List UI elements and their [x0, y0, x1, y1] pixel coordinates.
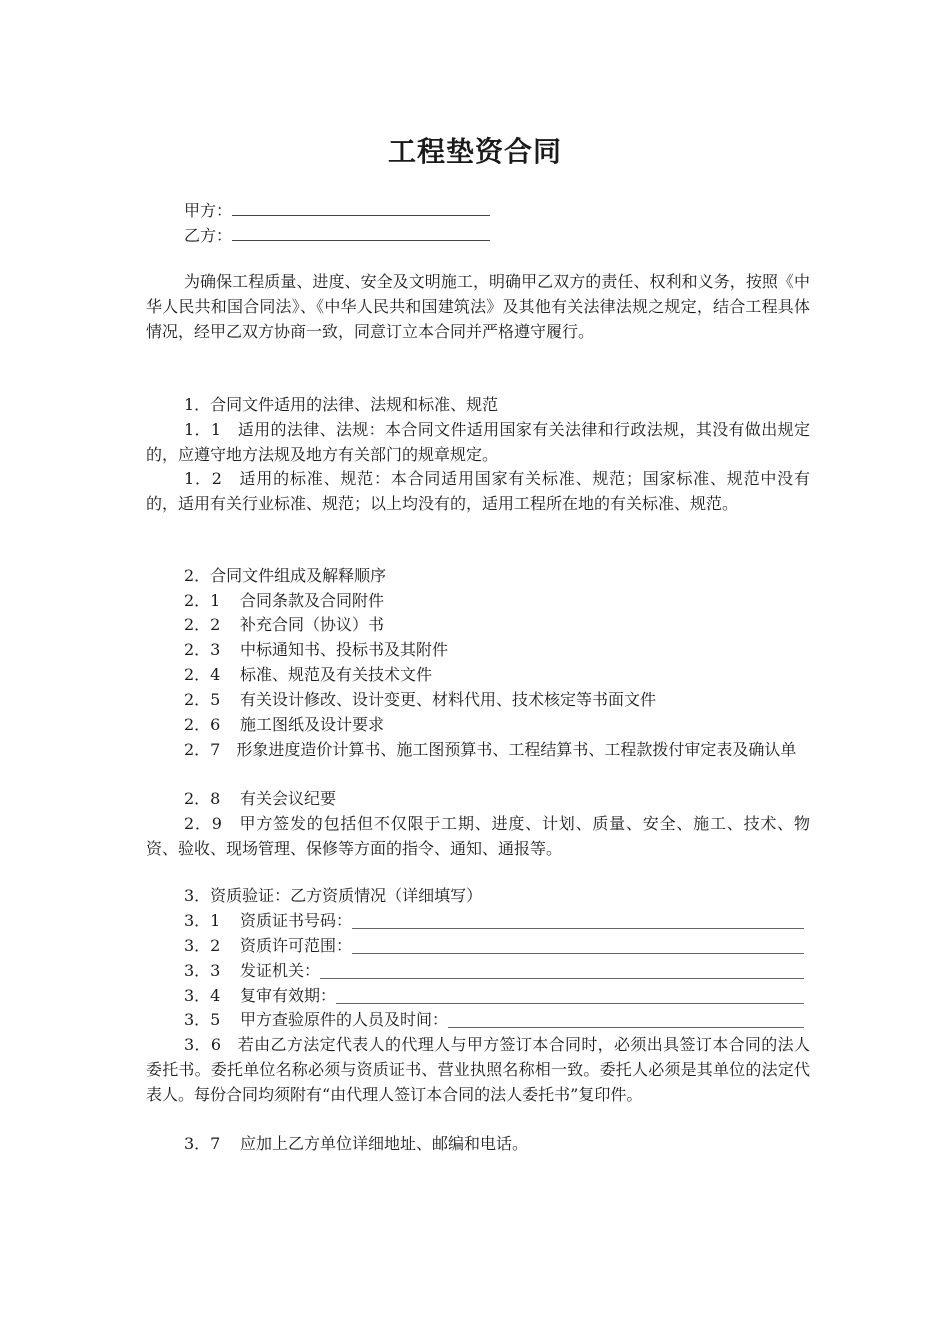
party-a-line — [184, 198, 490, 223]
section-2-item-5 — [184, 688, 656, 712]
item-number: 2．2 — [184, 615, 221, 634]
item-text: 合同条款及合同附件 — [240, 591, 385, 610]
item-number: 3．2 — [184, 936, 221, 955]
section-1-item-2: 1．2 适用的标准、规范：本合同适用国家有关标准、规范；国家标准、规范中没有的，适用有关行业标准、规范；以上均没有的，适用工程所在地的有关标准、规范。 — [146, 469, 810, 513]
validity-blank[interactable] — [336, 984, 804, 1004]
party-a-label: 甲方： — [184, 201, 233, 220]
qualification-scope-field — [184, 934, 804, 958]
section-2-item-7: 2．7 形象进度造价计算书、施工图预算书、工程结算书、工程款拨付审定表及确认单 — [184, 740, 797, 759]
item-number: 2．1 — [184, 591, 221, 610]
field-label: 资质许可范围： — [240, 936, 353, 955]
section-2-item-8 — [184, 787, 336, 811]
section-2-item-4 — [184, 663, 432, 687]
item-number: 3．1 — [184, 911, 221, 930]
field-label: 资质证书号码： — [240, 911, 353, 930]
section-2-item-9: 2．9 甲方签发的包括但不仅限于工期、进度、计划、质量、安全、施工、技术、物资、验收、现场管理、保修等方面的指令、通知、通报等。 — [146, 814, 810, 858]
item-text: 补充合同（协议）书 — [240, 615, 385, 634]
item-number: 2．6 — [184, 715, 221, 734]
preamble-paragraph: 为确保工程质量、进度、安全及文明施工，明确甲乙双方的责任、权利和义务，按照《中华人民共和国合同法》、《中华人民共和国建筑法》及其他有关法律法规之规定，结合工程具体情况，经甲乙双方协商一致，同意订立本合同并严格遵守履行。 — [146, 272, 810, 341]
item-number: 2．8 — [184, 789, 221, 808]
section-1-item-1: 1．1 适用的法律、法规：本合同文件适用国家有关法律和行政法规，其没有做出规定的，应遵守地方法规及地方有关部门的规章规定。 — [146, 420, 810, 464]
item-number: 2．4 — [184, 665, 221, 684]
field-label: 发证机关： — [240, 961, 321, 980]
section-2-item-6 — [184, 713, 384, 737]
section-2-item-2 — [184, 613, 384, 637]
scope-blank[interactable] — [352, 934, 804, 954]
item-text: 有关会议纪要 — [240, 789, 337, 808]
field-label: 甲方查验原件的人员及时间： — [240, 1010, 449, 1029]
section-3-item-6: 3．6 若由乙方法定代表人的代理人与甲方签订本合同时，必须出具签订本合同的法人委托书。委托单位名称必须与资质证书、营业执照名称相一致。委托人必须是其单位的法定代表人。每份合同均须附有“由代理人签订本合同的法人委托书”复印件。 — [146, 1035, 810, 1104]
item-number: 2．3 — [184, 640, 221, 659]
party-b-line — [184, 223, 490, 248]
authority-blank[interactable] — [320, 959, 804, 979]
issuing-authority-field — [184, 959, 804, 983]
item-text: 应加上乙方单位详细地址、邮编和电话。 — [240, 1134, 529, 1153]
item-number: 3．4 — [184, 986, 221, 1005]
review-validity-field — [184, 984, 804, 1008]
section-2-item-1 — [184, 589, 384, 613]
party-a-blank[interactable] — [232, 198, 490, 216]
inspection-blank[interactable] — [448, 1008, 804, 1028]
section-3-heading: 3．资质验证：乙方资质情况（详细填写） — [184, 886, 483, 905]
party-b-label: 乙方： — [184, 226, 233, 245]
item-text: 有关设计修改、设计变更、材料代用、技术核定等书面文件 — [240, 690, 657, 709]
item-number: 3．7 — [184, 1134, 221, 1153]
section-2-heading: 2．合同文件组成及解释顺序 — [184, 566, 387, 585]
field-label: 复审有效期： — [240, 986, 337, 1005]
cert-number-blank[interactable] — [352, 909, 804, 929]
item-text: 施工图纸及设计要求 — [240, 715, 385, 734]
party-b-blank[interactable] — [232, 223, 490, 241]
section-2-item-3 — [184, 638, 448, 662]
section-3-item-7 — [184, 1132, 528, 1156]
item-number: 3．3 — [184, 961, 221, 980]
item-number: 3．5 — [184, 1010, 221, 1029]
item-text: 标准、规范及有关技术文件 — [240, 665, 433, 684]
item-number: 2．5 — [184, 690, 221, 709]
section-1-heading: 1．合同文件适用的法律、法规和标准、规范 — [184, 395, 499, 414]
qualification-cert-number-field — [184, 909, 804, 933]
document-title: 工程垫资合同 — [387, 135, 562, 168]
item-text: 中标通知书、投标书及其附件 — [240, 640, 449, 659]
inspection-person-time-field — [184, 1008, 804, 1032]
